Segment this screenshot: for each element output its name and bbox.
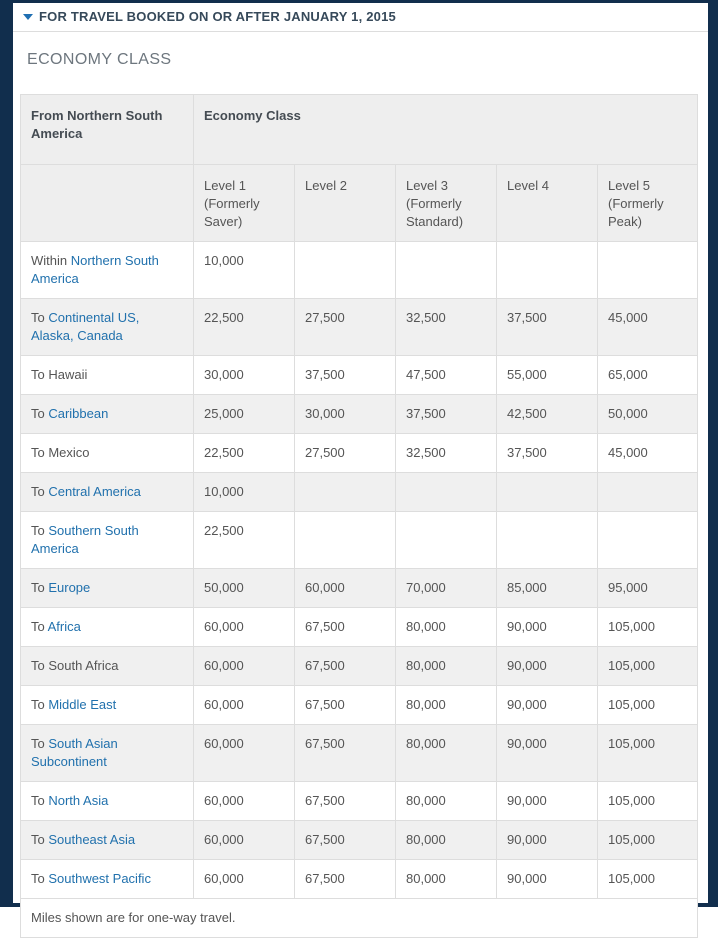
table-body: [21, 242, 698, 899]
miles-value-cell: 80,000: [396, 782, 497, 821]
miles-value-cell: 65,000: [598, 356, 698, 395]
miles-value-cell: 60,000: [194, 725, 295, 782]
destination-prefix: To: [31, 793, 49, 808]
footer-note: Miles shown are for one-way travel.: [21, 899, 698, 938]
miles-value-cell: [396, 473, 497, 512]
destination-prefix: To: [31, 580, 49, 595]
destination-prefix: To: [31, 445, 49, 460]
miles-value-cell: 80,000: [396, 686, 497, 725]
miles-value-cell: 105,000: [598, 725, 698, 782]
miles-value-cell: [396, 512, 497, 569]
table-row: [21, 647, 698, 686]
miles-value-cell: [497, 473, 598, 512]
table-row: [21, 512, 698, 569]
miles-value-cell: 37,500: [295, 356, 396, 395]
miles-value-cell: 27,500: [295, 299, 396, 356]
section-title: ECONOMY CLASS: [27, 51, 172, 68]
miles-value-cell: 105,000: [598, 860, 698, 899]
level-3-header: Level 3 (Formerly Standard): [396, 165, 497, 242]
table-foot: [21, 899, 698, 938]
destination-cell: [21, 512, 194, 569]
destination-cell: [21, 608, 194, 647]
miles-value-cell: 45,000: [598, 434, 698, 473]
table-row: [21, 686, 698, 725]
table-header-row-2: [21, 165, 698, 242]
footer-row: [21, 899, 698, 938]
destination-link[interactable]: Southwest Pacific: [48, 871, 151, 886]
destination-cell: [21, 647, 194, 686]
miles-value-cell: 90,000: [497, 860, 598, 899]
table-row: [21, 608, 698, 647]
destination-link[interactable]: Continental US, Alaska, Canada: [31, 310, 140, 343]
miles-value-cell: [497, 242, 598, 299]
destination-prefix: To: [31, 697, 49, 712]
destination-link[interactable]: South Asian Subcontinent: [31, 736, 118, 769]
table-row: [21, 860, 698, 899]
destination-prefix: To: [31, 832, 49, 847]
destination-cell: [21, 242, 194, 299]
miles-value-cell: [295, 512, 396, 569]
miles-value-cell: 37,500: [396, 395, 497, 434]
table-row: [21, 473, 698, 512]
miles-value-cell: 55,000: [497, 356, 598, 395]
miles-value-cell: 22,500: [194, 512, 295, 569]
miles-value-cell: 10,000: [194, 242, 295, 299]
destination-prefix: To: [31, 310, 49, 325]
miles-value-cell: 60,000: [295, 569, 396, 608]
destination-prefix: To: [31, 871, 49, 886]
destination-link[interactable]: Central America: [48, 484, 141, 499]
miles-value-cell: 27,500: [295, 434, 396, 473]
miles-value-cell: 90,000: [497, 782, 598, 821]
level-4-header: Level 4: [497, 165, 598, 242]
empty-header-cell: [21, 165, 194, 242]
miles-value-cell: 32,500: [396, 299, 497, 356]
level-1-header: Level 1 (Formerly Saver): [194, 165, 295, 242]
destination-prefix: To: [31, 658, 49, 673]
miles-value-cell: [598, 473, 698, 512]
miles-value-cell: 67,500: [295, 608, 396, 647]
miles-value-cell: 42,500: [497, 395, 598, 434]
destination-link[interactable]: Middle East: [48, 697, 117, 712]
miles-value-cell: 60,000: [194, 608, 295, 647]
table-header-row-1: [21, 95, 698, 165]
level-5-header: Level 5 (Formerly Peak): [598, 165, 698, 242]
table-row: [21, 299, 698, 356]
miles-value-cell: 67,500: [295, 782, 396, 821]
miles-value-cell: 95,000: [598, 569, 698, 608]
miles-value-cell: 22,500: [194, 434, 295, 473]
destination-prefix: To: [31, 736, 49, 751]
origin-column-header: From Northern South America: [21, 95, 194, 165]
table-row: [21, 821, 698, 860]
miles-value-cell: 105,000: [598, 686, 698, 725]
miles-value-cell: 90,000: [497, 725, 598, 782]
miles-value-cell: 60,000: [194, 647, 295, 686]
accordion-header[interactable]: [13, 3, 708, 32]
miles-value-cell: 50,000: [194, 569, 295, 608]
miles-value-cell: 80,000: [396, 647, 497, 686]
destination-text: Mexico: [48, 445, 90, 460]
destination-text: South Africa: [48, 658, 119, 673]
miles-value-cell: 90,000: [497, 608, 598, 647]
miles-value-cell: [396, 242, 497, 299]
miles-value-cell: 45,000: [598, 299, 698, 356]
destination-link[interactable]: Southern South America: [31, 523, 139, 556]
miles-value-cell: 60,000: [194, 782, 295, 821]
miles-value-cell: 70,000: [396, 569, 497, 608]
miles-value-cell: 67,500: [295, 647, 396, 686]
miles-value-cell: 37,500: [497, 299, 598, 356]
miles-value-cell: 90,000: [497, 647, 598, 686]
miles-value-cell: 30,000: [194, 356, 295, 395]
miles-value-cell: 60,000: [194, 686, 295, 725]
miles-value-cell: 105,000: [598, 647, 698, 686]
destination-link[interactable]: North Asia: [48, 793, 109, 808]
destination-link[interactable]: Europe: [48, 580, 91, 595]
destination-cell: [21, 299, 194, 356]
miles-value-cell: 30,000: [295, 395, 396, 434]
miles-value-cell: 105,000: [598, 821, 698, 860]
miles-value-cell: 32,500: [396, 434, 497, 473]
award-chart-table: [20, 94, 698, 938]
destination-cell: [21, 782, 194, 821]
miles-value-cell: 67,500: [295, 686, 396, 725]
table-row: [21, 434, 698, 473]
miles-value-cell: 67,500: [295, 860, 396, 899]
miles-value-cell: 60,000: [194, 860, 295, 899]
miles-value-cell: 90,000: [497, 686, 598, 725]
destination-cell: [21, 434, 194, 473]
destination-prefix: To: [31, 367, 49, 382]
destination-cell: [21, 725, 194, 782]
destination-prefix: To: [31, 523, 49, 538]
destination-cell: [21, 569, 194, 608]
miles-value-cell: 25,000: [194, 395, 295, 434]
destination-link[interactable]: Southeast Asia: [48, 832, 136, 847]
destination-cell: [21, 686, 194, 725]
destination-link[interactable]: Northern South America: [31, 253, 159, 286]
miles-value-cell: 105,000: [598, 782, 698, 821]
miles-value-cell: 37,500: [497, 434, 598, 473]
miles-value-cell: 80,000: [396, 821, 497, 860]
miles-value-cell: 85,000: [497, 569, 598, 608]
destination-cell: [21, 821, 194, 860]
miles-value-cell: [295, 242, 396, 299]
miles-value-cell: 67,500: [295, 821, 396, 860]
accordion-label: FOR TRAVEL BOOKED ON OR AFTER JANUARY 1, 2015: [39, 9, 396, 24]
economy-class-group-header: Economy Class: [194, 95, 698, 165]
table-head: [21, 95, 698, 242]
destination-cell: [21, 473, 194, 512]
miles-value-cell: 10,000: [194, 473, 295, 512]
destination-prefix: To: [31, 406, 49, 421]
table-row: [21, 356, 698, 395]
miles-value-cell: 60,000: [194, 821, 295, 860]
miles-value-cell: 50,000: [598, 395, 698, 434]
miles-value-cell: 90,000: [497, 821, 598, 860]
miles-value-cell: 105,000: [598, 608, 698, 647]
miles-value-cell: [598, 512, 698, 569]
miles-value-cell: [598, 242, 698, 299]
miles-value-cell: 80,000: [396, 725, 497, 782]
level-2-header: Level 2: [295, 165, 396, 242]
destination-cell: [21, 395, 194, 434]
table-row: [21, 395, 698, 434]
table-row: [21, 725, 698, 782]
miles-value-cell: 67,500: [295, 725, 396, 782]
destination-prefix: To: [31, 619, 48, 634]
destination-prefix: To: [31, 484, 49, 499]
triangle-down-icon: [23, 14, 33, 20]
destination-cell: [21, 356, 194, 395]
miles-value-cell: 80,000: [396, 608, 497, 647]
destination-text: Hawaii: [48, 367, 88, 382]
miles-value-cell: 22,500: [194, 299, 295, 356]
table-row: [21, 242, 698, 299]
destination-prefix: Within: [31, 253, 71, 268]
destination-link[interactable]: Africa: [47, 619, 81, 634]
destination-link[interactable]: Caribbean: [48, 406, 109, 421]
miles-value-cell: [295, 473, 396, 512]
table-row: [21, 782, 698, 821]
destination-cell: [21, 860, 194, 899]
table-row: [21, 569, 698, 608]
miles-value-cell: 80,000: [396, 860, 497, 899]
miles-value-cell: 47,500: [396, 356, 497, 395]
miles-value-cell: [497, 512, 598, 569]
